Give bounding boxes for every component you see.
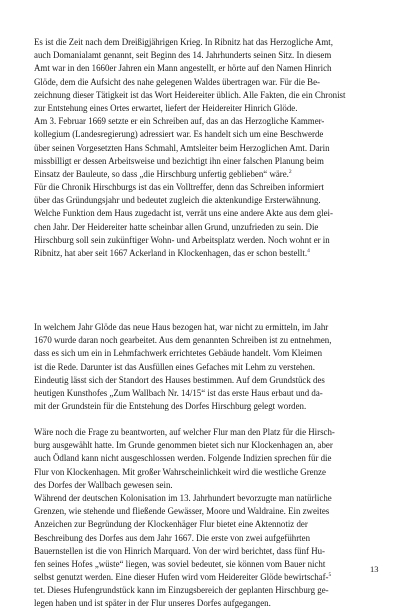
text-line: mit der Grundstein für die Entstehung des Dorfes Hirschburg gelegt worden.: [34, 401, 307, 412]
text-line: Welche Funktion dem Haus zugedacht ist, verrät uns eine andere Akte aus dem glei-: [34, 208, 333, 219]
text-line: tet. Dieses Hufengrundstück kann im Einzugsbereich der geplanten Hirschburg ge-: [34, 585, 329, 596]
text-line-content: Ribnitz, hat aber seit 1667 Ackerland in Klockenhagen, das er schon bestellt.: [34, 248, 308, 258]
text-line: 1670 wurde daran noch gearbeitet. Aus dem genannten Schreiben ist zu entnehmen,: [34, 335, 332, 346]
text-line: Es ist die Zeit nach dem Dreißigjährigen Krieg. In Ribnitz hat das Herzogliche Amt,: [34, 37, 333, 47]
text-line-with-footnote: [34, 247, 382, 260]
text-line: Amt war in den 1660er Jahren ein Mann angestellt, er hörte auf den Namen Hinrich: [34, 63, 332, 74]
text-line: zur Entstehung eines Ortes erwartet, liefert der Heidereiter Hinrich Glöde.: [34, 102, 298, 113]
text-line: Glöde, dem die Aufsicht des nahe gelegenen Waldes übertragen war. Für die Be-: [34, 76, 320, 87]
footnote-marker: 4: [307, 248, 310, 255]
text-line-content: selbst genutzt werden. Eine dieser Hufen wird vom Heidereiter Glöde bewirtschaf-: [34, 572, 329, 583]
text-line: Hirschburg soll sein zukünftiger Wohn- und Arbeitsplatz werden. Noch wohnt er in: [34, 234, 330, 245]
text-line: fen seines Hofes „wüste“ liegen, was soviel bedeutet, sie können vom Bauer nicht: [34, 558, 326, 569]
text-line: des Dorfes der Wallbach gewesen sein.: [34, 479, 173, 490]
text-line: legen haben und ist später in der Flur unseres Dorfes aufgegangen.: [34, 598, 271, 609]
paragraph-2: [34, 321, 382, 413]
text-line: Bauernstellen ist die von Hinrich Marquard. Von der wird berichtet, dass fünf Hu-: [34, 545, 325, 556]
text-line: über das Gründungsjahr und bedeutet zugleich die aktenkundige Ersterwähnung.: [34, 195, 321, 206]
text-line: Flur von Klockenhagen. Mit großer Wahrscheinlichkeit wird die westliche Grenze: [34, 466, 326, 477]
text-line: zeichnung dieser Tätigkeit ist das Wort Heidereiter üblich. Alle Fakten, die ein Chronist: [34, 89, 346, 100]
page-number: 13: [370, 564, 379, 574]
text-line: kollegium (Landesregierung) adressiert war. Es handelt sich um eine Beschwerde: [34, 129, 324, 140]
text-line: burg ausgewählt hatte. Im Grunde genommen bietet sich nur Klockenhagen an, aber: [34, 440, 333, 451]
text-line: Beschreibung des Dorfes aus dem Jahr 1667. Die erste von zwei aufgeführten: [34, 532, 311, 543]
paragraph-3: [34, 426, 382, 611]
text-line-with-footnote: [34, 168, 382, 181]
text-line: Während der deutschen Kolonisation im 13. Jahrhundert bevorzugte man natürliche: [34, 492, 332, 503]
text-line: dass es sich um ein in Lehmfachwerk errichtetes Gebäude handelt. Vom Kleimen: [34, 348, 323, 359]
text-line: auch Ödland kann nicht ausgeschlossen werden. Folgende Indizien sprechen für die: [34, 453, 332, 464]
footnote-marker: 2: [288, 168, 292, 175]
text-line: über seinen Vorgesetzten Hans Schmahl, Amtsleiter beim Herzoglichen Amt. Darin: [34, 142, 330, 153]
paragraph-1: [34, 36, 382, 260]
text-line: Am 3. Februar 1669 setzte er ein Schreiben auf, das an das Herzogliche Kammer-: [34, 116, 325, 127]
text-line: Anzeichen zur Begründung der Klockenhäger Flur bietet eine Aktennotiz der: [34, 519, 308, 530]
text-line: In welchem Jahr Glöde das neue Haus bezogen hat, war nicht zu ermitteln, im Jahr: [34, 322, 329, 332]
text-line: chen Jahr. Der Heidereiter hatte scheinbar allen Grund, unzufrieden zu sein. Die: [34, 221, 319, 232]
text-line: missbilligt er dessen Arbeitsweise und bezichtigt ihn einer falschen Planung beim: [34, 155, 324, 166]
text-line: ist die Rede. Darunter ist das Ausfüllen eines Gefaches mit Lehm zu verstehen.: [34, 361, 315, 372]
text-line: Wäre noch die Frage zu beantworten, auf welcher Flur man den Platz für die Hirsch-: [34, 427, 335, 437]
text-line: Für die Chronik Hirschburgs ist das ein Volltreffer, denn das Schreiben informiert: [34, 182, 324, 193]
text-line: auch Domanialamt genannt, seit Beginn des 14. Jahrhunderts seinen Sitz. In diesem: [34, 50, 332, 61]
text-line-content: Einsatz der Bauleute, so dass „die Hirschburg unfertig geblieben“ wäre.: [34, 168, 289, 179]
text-line: heutigen Kunsthofes „Zum Wallbach Nr. 14/15“ ist das erste Haus erbaut und da-: [34, 387, 323, 398]
text-line: Eindeutig lässt sich der Standort des Hauses bestimmen. Auf dem Grundstück des: [34, 374, 325, 385]
text-line: Grenzen, wie stehende und fließende Gewässer, Moore und Waldraine. Ein zweites: [34, 506, 330, 517]
footnote-marker: 5: [328, 572, 332, 579]
text-line-with-footnote: [34, 571, 382, 584]
